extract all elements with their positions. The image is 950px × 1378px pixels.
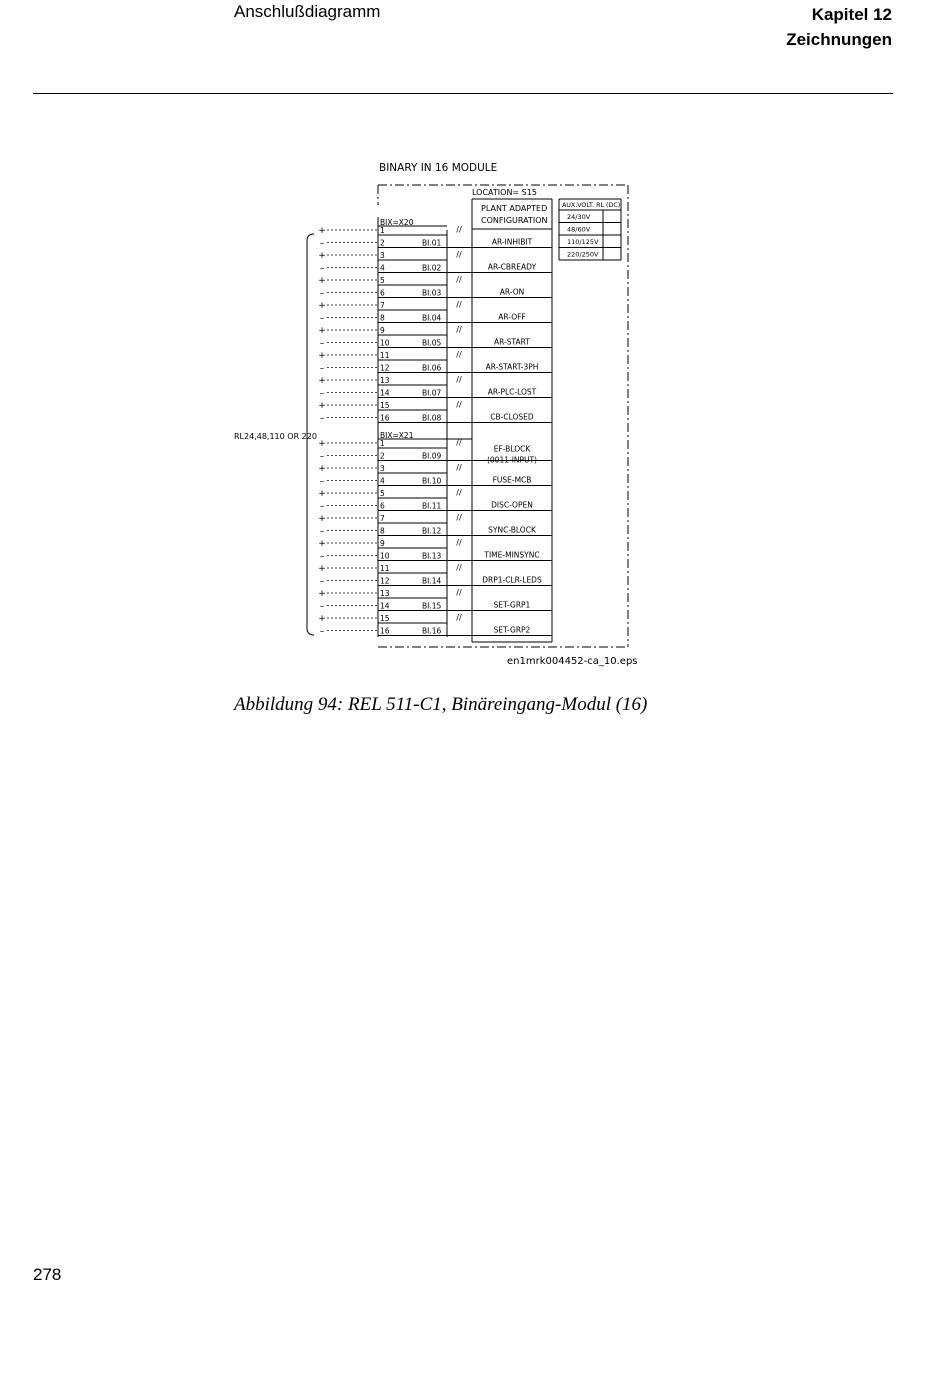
polarity-minus: – xyxy=(319,576,325,587)
polarity-minus: – xyxy=(319,413,325,424)
binary-input-label: BI.09 xyxy=(422,451,442,461)
polarity-plus: + xyxy=(318,326,326,336)
terminal-number: 2 xyxy=(380,238,385,248)
link-marker: // xyxy=(456,300,462,309)
terminal-number: 6 xyxy=(380,501,385,511)
terminal-number: 13 xyxy=(380,376,390,385)
link-marker: // xyxy=(456,400,462,409)
terminal-number: 16 xyxy=(380,413,390,423)
signal-name: AR-ON xyxy=(499,287,525,297)
binary-input-label: BI.07 xyxy=(422,388,442,398)
terminal-number: 5 xyxy=(380,276,385,285)
terminal-number: 3 xyxy=(380,251,385,260)
terminal-number: 7 xyxy=(380,301,385,310)
polarity-minus: – xyxy=(319,451,325,462)
link-marker: // xyxy=(456,350,462,359)
connector-label: BIX=X20 xyxy=(380,218,414,227)
link-marker: // xyxy=(456,463,462,472)
polarity-minus: – xyxy=(319,501,325,512)
polarity-plus: + xyxy=(318,614,326,624)
signal-name: SET-GRP2 xyxy=(493,625,531,635)
config-header-line-2: CONFIGURATION xyxy=(481,216,548,225)
polarity-plus: + xyxy=(318,564,326,574)
link-marker: // xyxy=(456,488,462,497)
terminal-number: 15 xyxy=(380,614,390,623)
binary-input-label: BI.02 xyxy=(422,263,442,273)
aux-voltage-option: 110/125V xyxy=(567,238,599,246)
link-marker: // xyxy=(456,275,462,284)
signal-name: AR-INHIBIT xyxy=(491,237,533,247)
terminal-number: 7 xyxy=(380,514,385,523)
binary-input-label: BI.12 xyxy=(422,526,442,536)
signal-name: SET-GRP1 xyxy=(493,600,531,610)
signal-name: AR-START xyxy=(494,337,530,347)
signal-name: FUSE-MCB xyxy=(492,475,532,485)
terminal-number: 11 xyxy=(380,351,390,360)
signal-name: DISC-OPEN xyxy=(491,500,533,510)
link-marker: // xyxy=(456,325,462,334)
signal-name: SYNC-BLOCK xyxy=(488,525,536,535)
figure-filename: en1mrk004452-ca_10.eps xyxy=(507,656,638,667)
polarity-plus: + xyxy=(318,251,326,261)
polarity-plus: + xyxy=(318,464,326,474)
signal-name: DRP1-CLR-LEDS xyxy=(482,575,542,585)
link-marker: // xyxy=(456,375,462,384)
terminal-number: 16 xyxy=(380,626,390,636)
polarity-plus: + xyxy=(318,439,326,449)
signal-name: CB-CLOSED xyxy=(490,412,534,422)
signal-name: AR-START-3PH xyxy=(485,362,539,372)
binary-input-label: BI.08 xyxy=(422,413,442,423)
polarity-minus: – xyxy=(319,363,325,374)
binary-input-label: BI.14 xyxy=(422,576,442,586)
location-label: LOCATION= S15 xyxy=(472,188,537,197)
terminal-number: 4 xyxy=(380,476,385,486)
terminal-number: 4 xyxy=(380,263,385,273)
chapter-title: Zeichnungen xyxy=(786,30,892,49)
polarity-plus: + xyxy=(318,539,326,549)
binary-input-label: BI.01 xyxy=(422,238,442,248)
binary-input-label: BI.15 xyxy=(422,601,442,611)
link-marker: // xyxy=(456,250,462,259)
terminal-number: 1 xyxy=(380,226,385,235)
signal-name: EF-BLOCK xyxy=(493,444,531,454)
signal-name: AR-PLC-LOST xyxy=(487,387,537,397)
terminal-number: 14 xyxy=(380,601,390,611)
polarity-plus: + xyxy=(318,589,326,599)
link-marker: // xyxy=(456,438,462,447)
polarity-minus: – xyxy=(319,338,325,349)
binary-input-module-diagram xyxy=(0,0,950,680)
binary-input-label: BI.05 xyxy=(422,338,442,348)
polarity-plus: + xyxy=(318,489,326,499)
figure-title: BINARY IN 16 MODULE xyxy=(379,162,498,174)
binary-input-label: BI.10 xyxy=(422,476,442,486)
terminal-number: 9 xyxy=(380,326,385,335)
supply-label: RL24,48,110 OR 220 xyxy=(234,432,317,441)
signal-name: AR-OFF xyxy=(498,312,526,322)
binary-input-label: BI.11 xyxy=(422,501,442,511)
binary-input-label: BI.04 xyxy=(422,313,442,323)
polarity-minus: – xyxy=(319,551,325,562)
polarity-minus: – xyxy=(319,626,325,637)
terminal-number: 5 xyxy=(380,489,385,498)
link-marker: // xyxy=(456,563,462,572)
binary-input-label: BI.06 xyxy=(422,363,442,373)
polarity-plus: + xyxy=(318,401,326,411)
aux-voltage-option: 24/30V xyxy=(567,213,591,221)
terminal-number: 10 xyxy=(380,551,390,561)
page-number: 278 xyxy=(33,1265,62,1284)
terminal-number: 2 xyxy=(380,451,385,461)
terminal-number: 8 xyxy=(380,313,385,323)
polarity-minus: – xyxy=(319,476,325,487)
polarity-plus: + xyxy=(318,226,326,236)
polarity-minus: – xyxy=(319,288,325,299)
connector-label: BIX=X21 xyxy=(380,431,414,440)
polarity-minus: – xyxy=(319,388,325,399)
link-marker: // xyxy=(456,513,462,522)
binary-input-label: BI.03 xyxy=(422,288,442,298)
terminal-number: 8 xyxy=(380,526,385,536)
chapter-number: Kapitel 12 xyxy=(811,5,892,24)
aux-voltage-option: 48/60V xyxy=(567,225,591,234)
terminal-number: 3 xyxy=(380,464,385,473)
link-marker: // xyxy=(456,588,462,597)
terminal-number: 13 xyxy=(380,589,390,598)
signal-name: AR-CBREADY xyxy=(487,262,537,272)
binary-input-label: BI.16 xyxy=(422,626,442,636)
binary-input-label: BI.13 xyxy=(422,551,442,561)
config-header-line-1: PLANT ADAPTED xyxy=(481,204,548,213)
terminal-number: 15 xyxy=(380,401,390,410)
terminal-number: 10 xyxy=(380,338,390,348)
polarity-minus: – xyxy=(319,238,325,249)
polarity-minus: – xyxy=(319,263,325,274)
polarity-minus: – xyxy=(319,526,325,537)
polarity-plus: + xyxy=(318,301,326,311)
link-marker: // xyxy=(456,538,462,547)
terminal-number: 12 xyxy=(380,363,390,373)
terminal-number: 9 xyxy=(380,539,385,548)
terminal-number: 6 xyxy=(380,288,385,298)
terminal-number: 11 xyxy=(380,564,390,573)
link-marker: // xyxy=(456,225,462,234)
polarity-minus: – xyxy=(319,313,325,324)
polarity-plus: + xyxy=(318,351,326,361)
aux-volt-header: AUX.VOLT. RL (DC) xyxy=(562,202,621,209)
aux-voltage-option: 220/250V xyxy=(567,250,599,259)
polarity-minus: – xyxy=(319,601,325,612)
signal-name: TIME-MINSYNC xyxy=(484,550,540,560)
polarity-plus: + xyxy=(318,376,326,386)
figure-caption: Abbildung 94: REL 511-C1, Binäreingang-Modul (16) xyxy=(234,694,648,715)
section-title: Anschlußdiagramm xyxy=(234,2,381,21)
terminal-number: 14 xyxy=(380,388,390,398)
terminal-number: 12 xyxy=(380,576,390,586)
polarity-plus: + xyxy=(318,276,326,286)
signal-name: (0011-INPUT) xyxy=(486,455,538,465)
terminal-number: 1 xyxy=(380,439,385,448)
link-marker: // xyxy=(456,613,462,622)
polarity-plus: + xyxy=(318,514,326,524)
